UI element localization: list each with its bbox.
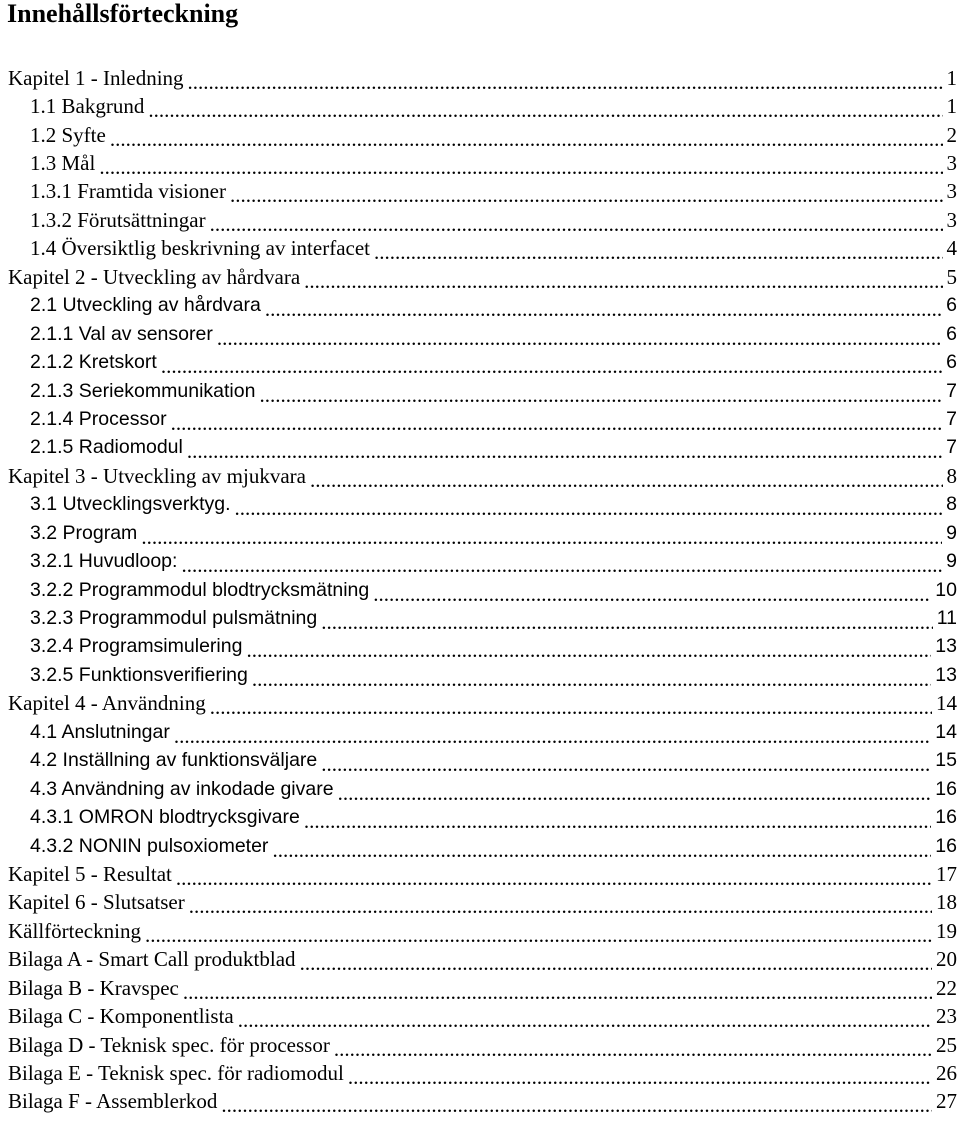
toc-entry[interactable]: [8, 576, 960, 604]
dot-leader: [321, 752, 931, 773]
dot-leader: [373, 582, 931, 603]
dot-leader: [110, 127, 943, 148]
toc-entry[interactable]: [8, 860, 960, 888]
dot-leader: [210, 695, 932, 716]
toc-entry-page-number: 23: [934, 1004, 960, 1029]
toc-entry[interactable]: [8, 775, 960, 803]
toc-entry-page-number: 9: [944, 522, 960, 545]
dot-leader: [304, 809, 931, 830]
toc-entry-label: 3.2.3 Programmodul pulsmätning: [30, 607, 318, 630]
toc-entry-page-number: 8: [945, 464, 960, 489]
toc-entry[interactable]: [8, 1002, 960, 1030]
toc-entry[interactable]: [8, 690, 960, 718]
dot-leader: [145, 923, 932, 944]
toc-entry-page-number: 5: [945, 265, 960, 290]
toc-entry-label: Kapitel 5 - Resultat: [8, 861, 172, 886]
toc-entry-label: 3.2.2 Programmodul blodtrycksmätning: [30, 578, 370, 601]
toc-entry-label: 2.1.5 Radiomodul: [30, 436, 183, 459]
toc-entry-page-number: 17: [934, 862, 960, 887]
toc-entry[interactable]: [8, 64, 960, 92]
dot-leader: [217, 326, 942, 347]
toc-entry-page-number: 7: [944, 380, 960, 403]
toc-entry-label: 2.1.3 Seriekommunikation: [30, 379, 256, 402]
toc-entry-label: Kapitel 6 - Slutsatser: [8, 890, 185, 915]
toc-entry-label: Kapitel 1 - Inledning: [8, 65, 184, 90]
toc-entry-page-number: 13: [933, 635, 960, 658]
toc-entry-page-number: 3: [945, 151, 960, 176]
toc-entry[interactable]: [8, 405, 960, 433]
dot-leader: [338, 781, 932, 802]
toc-entry-page-number: 7: [944, 436, 960, 459]
toc-entry[interactable]: [8, 348, 960, 376]
toc-entry[interactable]: [8, 235, 960, 263]
dot-leader: [300, 951, 932, 972]
toc-entry-page-number: 1: [945, 94, 960, 119]
toc-entry[interactable]: [8, 519, 960, 547]
toc-entry-label: 4.3.1 OMRON blodtrycksgivare: [30, 806, 300, 829]
toc-entry-label: 3.2.4 Programsimulering: [30, 635, 243, 658]
toc-entry-page-number: 16: [933, 835, 960, 858]
page-title: Innehållsförteckning: [7, 0, 239, 28]
toc-entry[interactable]: [8, 974, 960, 1002]
toc-entry-page-number: 6: [944, 323, 960, 346]
dot-leader: [230, 183, 943, 204]
dot-leader: [265, 297, 942, 318]
toc-entry[interactable]: [8, 604, 960, 632]
dot-leader: [238, 1008, 932, 1029]
toc-entry-page-number: 16: [933, 778, 960, 801]
dot-leader: [183, 980, 932, 1001]
toc-entry-page-number: 13: [933, 664, 960, 687]
toc-entry[interactable]: [8, 206, 960, 234]
toc-entry-page-number: 16: [933, 806, 960, 829]
toc-entry-page-number: 18: [934, 890, 960, 915]
toc-entry[interactable]: [8, 547, 960, 575]
toc-entry-page-number: 10: [933, 579, 960, 602]
dot-leader: [304, 269, 942, 290]
toc-entry-page-number: 20: [934, 947, 960, 972]
toc-entry[interactable]: [8, 633, 960, 661]
toc-entry-label: Kapitel 3 - Utveckling av mjukvara: [8, 463, 306, 488]
toc-entry[interactable]: [8, 1031, 960, 1059]
toc-entry-page-number: 8: [944, 493, 960, 516]
dot-leader: [99, 155, 942, 176]
toc-entry-page-number: 26: [934, 1061, 960, 1086]
dot-leader: [187, 439, 942, 460]
dot-leader: [210, 212, 943, 233]
dot-leader: [188, 70, 943, 91]
dot-leader: [259, 383, 942, 404]
toc-entry[interactable]: [8, 149, 960, 177]
dot-leader: [171, 411, 943, 432]
toc-entry[interactable]: [8, 263, 960, 291]
dot-leader: [246, 638, 931, 659]
toc-entry-label: 1.3 Mål: [30, 151, 96, 176]
toc-entry-label: Källförteckning: [8, 918, 141, 943]
toc-entry-label: 1.3.2 Förutsättningar: [30, 207, 206, 232]
dot-leader: [334, 1037, 932, 1058]
toc-entry[interactable]: [8, 121, 960, 149]
toc-entry[interactable]: [8, 718, 960, 746]
toc-entry[interactable]: [8, 946, 960, 974]
toc-entry-page-number: 9: [944, 550, 960, 573]
toc-entry-label: 3.1 Utvecklingsverktyg.: [30, 493, 231, 516]
toc-entry[interactable]: [8, 377, 960, 405]
dot-leader: [252, 667, 931, 688]
toc-entry-label: 2.1.2 Kretskort: [30, 351, 157, 374]
toc-entry-label: 1.2 Syfte: [30, 122, 106, 147]
toc-entry-page-number: 14: [934, 691, 960, 716]
toc-entry-label: 2.1.4 Processor: [30, 407, 167, 430]
toc-entry-label: 2.1 Utveckling av hårdvara: [30, 294, 261, 317]
toc-entry-label: Bilaga A - Smart Call produktblad: [8, 947, 296, 972]
dot-leader: [235, 496, 943, 517]
toc-entry-label: 4.1 Anslutningar: [30, 720, 170, 743]
toc-entry-label: 3.2.1 Huvudloop:: [30, 550, 178, 573]
toc-entry-page-number: 4: [945, 236, 960, 261]
toc-entry-label: Kapitel 2 - Utveckling av hårdvara: [8, 264, 301, 289]
dot-leader: [174, 724, 931, 745]
toc-entry-label: Bilaga B - Kravspec: [8, 975, 179, 1000]
toc-entry-label: Bilaga D - Teknisk spec. för processor: [8, 1032, 330, 1057]
toc-entry[interactable]: [8, 1088, 960, 1116]
toc-entry-page-number: 6: [944, 294, 960, 317]
toc-entry-label: 4.3 Användning av inkodade givare: [30, 777, 334, 800]
toc-entry[interactable]: [8, 747, 960, 775]
table-of-contents: [8, 64, 960, 1116]
toc-entry-page-number: 19: [934, 919, 960, 944]
toc-entry[interactable]: [8, 832, 960, 860]
dot-leader: [348, 1065, 932, 1086]
toc-entry-page-number: 1: [945, 66, 960, 91]
dot-leader: [310, 468, 943, 489]
toc-entry-label: 3.2.5 Funktionsverifiering: [30, 663, 248, 686]
toc-entry-label: 1.1 Bakgrund: [30, 94, 145, 119]
toc-entry-page-number: 11: [935, 607, 960, 630]
dot-leader: [141, 525, 942, 546]
toc-entry-label: 4.3.2 NONIN pulsoxiometer: [30, 834, 269, 857]
toc-entry-label: 1.3.1 Framtida visioner: [30, 179, 226, 204]
toc-entry[interactable]: [8, 1059, 960, 1087]
toc-entry[interactable]: [8, 92, 960, 120]
dot-leader: [321, 610, 933, 631]
toc-entry-page-number: 15: [933, 749, 960, 772]
dot-leader: [374, 240, 943, 261]
toc-entry-page-number: 22: [934, 976, 960, 1001]
dot-leader: [161, 354, 942, 375]
dot-leader: [189, 894, 932, 915]
toc-entry-label: 3.2 Program: [30, 521, 138, 544]
toc-entry[interactable]: [8, 292, 960, 320]
toc-entry[interactable]: [8, 320, 960, 348]
toc-entry-label: Kapitel 4 - Användning: [8, 691, 206, 716]
toc-entry-page-number: 14: [933, 721, 960, 744]
toc-entry-page-number: 25: [934, 1033, 960, 1058]
toc-entry-page-number: 3: [945, 179, 960, 204]
toc-entry[interactable]: [8, 178, 960, 206]
toc-entry-label: Bilaga E - Teknisk spec. för radiomodul: [8, 1061, 344, 1086]
dot-leader: [181, 553, 942, 574]
toc-entry[interactable]: [8, 917, 960, 945]
dot-leader: [176, 866, 932, 887]
toc-entry-page-number: 6: [944, 351, 960, 374]
dot-leader: [221, 1093, 932, 1114]
toc-entry-label: 1.4 Översiktlig beskrivning av interfacet: [30, 236, 370, 261]
toc-entry[interactable]: [8, 491, 960, 519]
toc-entry-page-number: 27: [934, 1089, 960, 1114]
toc-entry-page-number: 3: [945, 208, 960, 233]
dot-leader: [148, 98, 942, 119]
toc-entry[interactable]: [8, 803, 960, 831]
dot-leader: [272, 838, 931, 859]
toc-entry[interactable]: [8, 462, 960, 490]
toc-entry-page-number: 7: [944, 408, 960, 431]
toc-entry-page-number: 2: [945, 123, 960, 148]
toc-entry[interactable]: [8, 889, 960, 917]
toc-entry-label: 4.2 Inställning av funktionsväljare: [30, 749, 318, 772]
toc-entry[interactable]: [8, 661, 960, 689]
toc-entry-label: 2.1.1 Val av sensorer: [30, 322, 213, 345]
toc-entry-label: Bilaga C - Komponentlista: [8, 1004, 234, 1029]
toc-entry[interactable]: [8, 434, 960, 462]
toc-entry-label: Bilaga F - Assemblerkod: [8, 1089, 218, 1114]
